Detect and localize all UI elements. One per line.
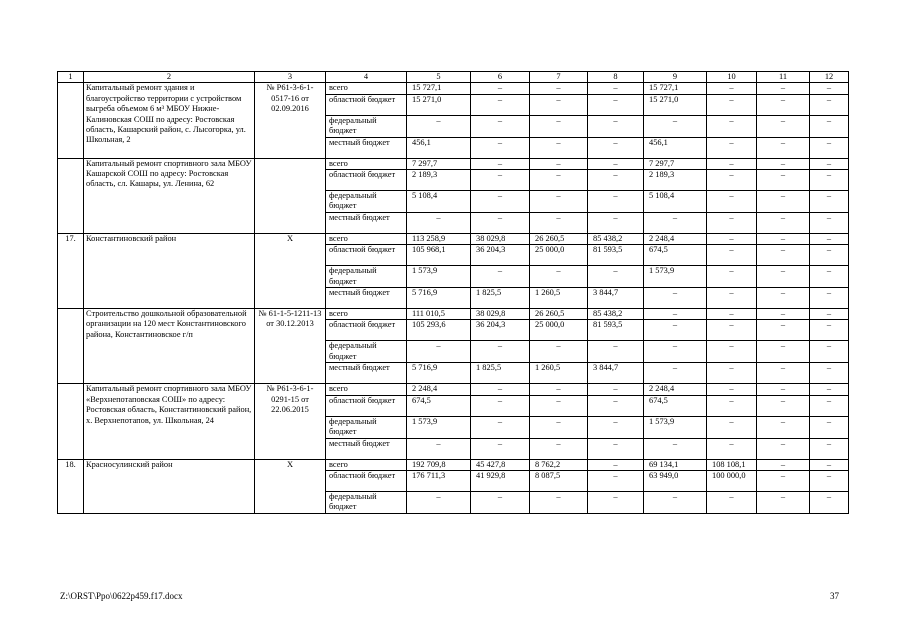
value-cell: 41 929,8 [471,470,530,491]
value-cell: – [588,395,644,416]
document-table-container [57,71,848,514]
value-cell: 105 968,1 [407,245,471,266]
value-cell: – [471,115,530,137]
value-cell: – [757,115,810,137]
value-cell: 1 573,9 [407,266,471,288]
funding-type-cell: местный бюджет [326,288,407,309]
value-cell: – [407,491,471,513]
object-name-cell: Капитальный ремонт здания и благоустройство территории с устройством выгреба объемом 6 м³ МБОУ Нижне-Калиновская СОШ по адресу: Ростовская область, Кашарский район, с. Лысогорка, ул. Школьная, 2 [84,83,255,158]
funding-type-cell: областной бюджет [326,470,407,491]
value-cell: – [757,288,810,309]
value-cell: – [757,83,810,94]
value-cell: – [757,191,810,213]
value-cell: – [471,395,530,416]
document-ref-cell: № Р61-3-6-1-0517-16 от 02.09.2016 [255,83,326,158]
value-cell: 2 248,4 [407,384,471,395]
value-cell: – [707,115,757,137]
value-cell: – [644,491,707,513]
header-cell: 5 [407,72,471,83]
value-cell: – [407,212,471,233]
value-cell: 1 573,9 [644,416,707,438]
value-cell: – [644,212,707,233]
value-cell: – [757,266,810,288]
value-cell: – [707,395,757,416]
value-cell: – [810,212,849,233]
value-cell: – [530,191,588,213]
header-cell: 12 [810,72,849,83]
value-cell: 26 260,5 [530,233,588,244]
value-cell: 81 593,5 [588,320,644,341]
value-cell: – [530,170,588,191]
value-cell: 7 297,7 [644,158,707,169]
value-cell: – [588,416,644,438]
value-cell: – [471,491,530,513]
value-cell: – [588,459,644,470]
funding-type-cell: всего [326,158,407,169]
header-cell: 11 [757,72,810,83]
value-cell: – [810,266,849,288]
value-cell: – [757,158,810,169]
value-cell: – [471,170,530,191]
value-cell: 674,5 [407,395,471,416]
value-cell: – [471,158,530,169]
table-row [58,83,849,94]
value-cell: 69 134,1 [644,459,707,470]
value-cell: – [757,320,810,341]
value-cell: – [810,341,849,363]
value-cell: – [407,438,471,459]
value-cell: 1 825,5 [471,288,530,309]
value-cell: – [810,137,849,158]
funding-type-cell: областной бюджет [326,94,407,115]
funding-type-cell: всего [326,233,407,244]
funding-type-cell: федеральный бюджет [326,416,407,438]
table-row [58,233,849,244]
row-number-cell: 17. [58,233,84,308]
funding-type-cell: областной бюджет [326,320,407,341]
header-cell: 8 [588,72,644,83]
value-cell: 5 716,9 [407,288,471,309]
value-cell: – [530,395,588,416]
value-cell: 5 108,4 [407,191,471,213]
value-cell: 456,1 [644,137,707,158]
value-cell: – [471,94,530,115]
value-cell: – [810,115,849,137]
value-cell: – [707,266,757,288]
value-cell: – [707,491,757,513]
value-cell: 111 010,5 [407,309,471,320]
value-cell: – [707,212,757,233]
object-name-cell: Красносулинский район [84,459,255,513]
value-cell: – [588,212,644,233]
value-cell: – [810,416,849,438]
value-cell: – [757,384,810,395]
value-cell: 3 844,7 [588,288,644,309]
value-cell: – [530,416,588,438]
value-cell: 1 260,5 [530,363,588,384]
value-cell: – [588,170,644,191]
value-cell: – [757,341,810,363]
value-cell: – [588,491,644,513]
value-cell: 63 949,0 [644,470,707,491]
value-cell: – [707,384,757,395]
value-cell: – [588,438,644,459]
object-name-cell: Капитальный ремонт спортивного зала МБОУ Кашарской СОШ по адресу: Ростовская область, сл. Кашары, ул. Ленина, 62 [84,158,255,233]
value-cell: 3 844,7 [588,363,644,384]
budget-table [57,71,849,514]
header-cell: 6 [471,72,530,83]
value-cell: – [810,491,849,513]
document-ref-cell [255,158,326,233]
value-cell: – [588,470,644,491]
funding-type-cell: областной бюджет [326,395,407,416]
value-cell: 1 825,5 [471,363,530,384]
value-cell: 25 000,0 [530,245,588,266]
value-cell: 36 204,3 [471,320,530,341]
value-cell: 36 204,3 [471,245,530,266]
value-cell: – [471,83,530,94]
value-cell: 674,5 [644,395,707,416]
value-cell: – [757,395,810,416]
row-number-cell [58,158,84,233]
value-cell: – [810,83,849,94]
value-cell: 15 271,0 [407,94,471,115]
funding-type-cell: федеральный бюджет [326,191,407,213]
value-cell: – [588,158,644,169]
value-cell: – [530,491,588,513]
value-cell: 1 573,9 [644,266,707,288]
value-cell: 176 711,3 [407,470,471,491]
value-cell: – [707,170,757,191]
value-cell: 113 258,9 [407,233,471,244]
header-cell: 10 [707,72,757,83]
value-cell: 26 260,5 [530,309,588,320]
value-cell: – [471,438,530,459]
value-cell: 7 297,7 [407,158,471,169]
value-cell: – [471,191,530,213]
table-row [58,384,849,395]
value-cell: – [757,245,810,266]
document-ref-cell: Х [255,233,326,308]
value-cell: 2 248,4 [644,233,707,244]
value-cell: – [707,288,757,309]
table-row [58,309,849,320]
value-cell: 192 709,8 [407,459,471,470]
funding-type-cell: всего [326,384,407,395]
value-cell: – [588,137,644,158]
funding-type-cell: местный бюджет [326,363,407,384]
value-cell: – [530,83,588,94]
header-row [58,72,849,83]
value-cell: – [810,94,849,115]
value-cell: 674,5 [644,245,707,266]
value-cell: 85 438,2 [588,233,644,244]
value-cell: – [810,470,849,491]
row-number-cell: 18. [58,459,84,513]
value-cell: – [471,384,530,395]
value-cell: – [810,233,849,244]
header-cell: 1 [58,72,84,83]
value-cell: 8 762,2 [530,459,588,470]
value-cell: – [530,266,588,288]
table-row [58,459,849,470]
value-cell: – [810,320,849,341]
value-cell: – [757,309,810,320]
row-number-cell [58,309,84,384]
value-cell: – [530,137,588,158]
header-cell: 4 [326,72,407,83]
value-cell: 105 293,6 [407,320,471,341]
value-cell: – [707,320,757,341]
value-cell: 2 189,3 [644,170,707,191]
value-cell: – [757,170,810,191]
object-name-cell: Константиновский район [84,233,255,308]
value-cell: 85 438,2 [588,309,644,320]
row-number-cell [58,384,84,459]
value-cell: – [407,341,471,363]
row-number-cell [58,83,84,158]
value-cell: – [810,245,849,266]
value-cell: – [810,363,849,384]
value-cell: – [644,438,707,459]
value-cell: 15 271,0 [644,94,707,115]
value-cell: – [707,438,757,459]
funding-type-cell: местный бюджет [326,212,407,233]
value-cell: – [471,416,530,438]
value-cell: 2 189,3 [407,170,471,191]
value-cell: 2 248,4 [644,384,707,395]
funding-type-cell: областной бюджет [326,245,407,266]
funding-type-cell: федеральный бюджет [326,341,407,363]
footer-file-path: Z:\ORST\Ppo\0622p459.f17.docx [60,591,183,601]
value-cell: – [810,384,849,395]
table-body [58,72,849,514]
funding-type-cell: всего [326,83,407,94]
value-cell: – [707,94,757,115]
value-cell: – [757,438,810,459]
value-cell: 45 427,8 [471,459,530,470]
value-cell: – [471,266,530,288]
value-cell: – [810,309,849,320]
value-cell: – [530,341,588,363]
value-cell: – [757,137,810,158]
value-cell: – [588,94,644,115]
value-cell: – [810,191,849,213]
funding-type-cell: местный бюджет [326,438,407,459]
object-name-cell: Строительство дошкольной образовательной организации на 120 мест Константиновского района, Константиновское г/п [84,309,255,384]
footer-page-number: 37 [830,591,839,601]
value-cell: – [810,459,849,470]
value-cell: 1 260,5 [530,288,588,309]
value-cell: – [644,288,707,309]
value-cell: 15 727,1 [407,83,471,94]
value-cell: – [757,470,810,491]
value-cell: – [757,459,810,470]
value-cell: – [530,384,588,395]
value-cell: – [810,395,849,416]
value-cell: 100 000,0 [707,470,757,491]
funding-type-cell: федеральный бюджет [326,491,407,513]
value-cell: – [588,266,644,288]
value-cell: – [757,94,810,115]
value-cell: – [471,341,530,363]
value-cell: – [707,309,757,320]
value-cell: 8 087,5 [530,470,588,491]
funding-type-cell: федеральный бюджет [326,266,407,288]
document-ref-cell: Х [255,459,326,513]
value-cell: 25 000,0 [530,320,588,341]
value-cell: 81 593,5 [588,245,644,266]
funding-type-cell: всего [326,309,407,320]
value-cell: – [530,158,588,169]
funding-type-cell: областной бюджет [326,170,407,191]
value-cell: 38 029,8 [471,233,530,244]
value-cell: – [707,158,757,169]
value-cell: – [707,341,757,363]
value-cell: – [588,341,644,363]
document-ref-cell: № 61-1-5-1211-13 от 30.12.2013 [255,309,326,384]
funding-type-cell: всего [326,459,407,470]
object-name-cell: Капитальный ремонт спортивного зала МБОУ «Верхнепотаповская СОШ» по адресу: Ростовская область, Константиновский район, х. Верхнепотапов, ул. Школьная, 24 [84,384,255,459]
value-cell: – [707,191,757,213]
value-cell: – [471,212,530,233]
value-cell: – [530,212,588,233]
table-row [58,158,849,169]
value-cell: – [407,115,471,137]
value-cell: 5 108,4 [644,191,707,213]
value-cell: 5 716,9 [407,363,471,384]
value-cell: – [810,158,849,169]
value-cell: – [530,94,588,115]
header-cell: 7 [530,72,588,83]
value-cell: – [707,245,757,266]
value-cell: – [644,115,707,137]
funding-type-cell: местный бюджет [326,137,407,158]
value-cell: 456,1 [407,137,471,158]
value-cell: – [810,288,849,309]
value-cell: 1 573,9 [407,416,471,438]
value-cell: – [644,320,707,341]
document-ref-cell: № Р61-3-6-1-0291-15 от 22.06.2015 [255,384,326,459]
header-cell: 9 [644,72,707,83]
value-cell: – [530,115,588,137]
value-cell: 108 108,1 [707,459,757,470]
value-cell: – [810,438,849,459]
value-cell: – [530,438,588,459]
funding-type-cell: федеральный бюджет [326,115,407,137]
value-cell: – [707,363,757,384]
value-cell: – [644,341,707,363]
value-cell: – [810,170,849,191]
value-cell: – [707,83,757,94]
value-cell: – [757,491,810,513]
value-cell: – [707,416,757,438]
value-cell: – [588,83,644,94]
value-cell: – [707,233,757,244]
value-cell: – [644,363,707,384]
value-cell: – [757,416,810,438]
value-cell: – [588,115,644,137]
value-cell: 38 029,8 [471,309,530,320]
value-cell: – [471,137,530,158]
value-cell: – [588,384,644,395]
value-cell: – [757,363,810,384]
value-cell: – [757,233,810,244]
value-cell: 15 727,1 [644,83,707,94]
value-cell: – [644,309,707,320]
value-cell: – [757,212,810,233]
header-cell: 3 [255,72,326,83]
value-cell: – [707,137,757,158]
value-cell: – [588,191,644,213]
header-cell: 2 [84,72,255,83]
